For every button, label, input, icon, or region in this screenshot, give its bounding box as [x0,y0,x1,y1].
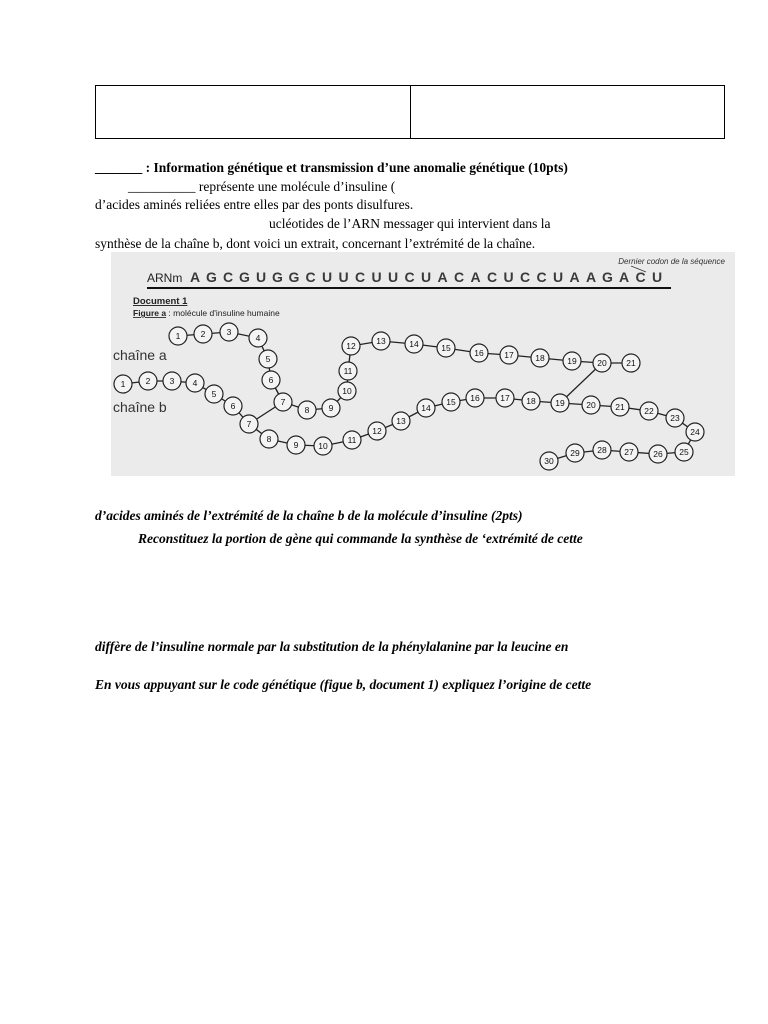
chain-b-residue [675,443,693,461]
question-3: diffère de l’insuline normale par la substitution de la phénylalanine par la leucine en [95,639,569,654]
mrna-nucleotide: G [288,269,300,285]
residue-number: 6 [268,375,274,385]
residue-number: 8 [266,434,272,444]
residue-number: 19 [555,398,565,408]
mrna-nucleotide: G [602,269,613,285]
mrna-sequence [190,269,662,285]
chain-b-residue [620,443,638,461]
residue-number: 5 [211,389,217,399]
residue-number: 2 [200,329,206,339]
chain-b-residue [566,444,584,462]
residue-number: 13 [376,336,386,346]
chain-b-label: chaîne b [113,399,167,415]
residue-number: 3 [169,376,175,386]
chain-a-residue [259,350,277,368]
chain-b-residue [686,423,704,441]
residue-number: 22 [644,406,654,416]
figure-a-caption [133,308,280,318]
residue-number: 19 [567,356,577,366]
residue-number: 4 [192,378,198,388]
residue-number: 1 [120,379,126,389]
mrna-nucleotide: U [552,269,564,285]
chain-a-residue [405,335,423,353]
mrna-nucleotide: G [272,269,283,285]
chain-b-residue [640,402,658,420]
chain-a-residue [593,354,611,372]
mrna-nucleotide: G [239,269,250,285]
chain-b-residue [540,452,558,470]
chain-a-residue [338,382,356,400]
exercise-title [95,160,568,176]
chain-a-residue [169,327,187,345]
chain-a-residue [262,371,280,389]
mrna-nucleotide: C [404,269,415,285]
residue-number: 2 [145,376,151,386]
mrna-nucleotide: C [222,269,234,285]
residue-number: 10 [318,441,328,451]
mrna-nucleotide: U [321,269,333,285]
chain-b-residue [343,431,361,449]
mrna-nucleotide: U [387,269,399,285]
residue-number: 11 [347,435,357,445]
chain-b-residue [224,397,242,415]
chain-b-residue [139,372,157,390]
chain-b-residue [466,389,484,407]
mrna-nucleotide: G [206,269,217,285]
residue-number: 7 [246,419,252,429]
document-1-figure [111,252,735,476]
residue-number: 27 [624,447,634,457]
residue-number: 20 [586,400,596,410]
mrna-nucleotide: C [536,269,547,285]
residue-number: 11 [343,366,353,376]
residue-number: 18 [535,353,545,363]
chain-b-residue [593,441,611,459]
residue-number: 9 [293,440,299,450]
residue-number: 12 [372,426,382,436]
header-cell-left [96,86,410,138]
residue-number: 16 [470,393,480,403]
chain-a-residue [249,329,267,347]
intro-blank: __________ [128,179,196,194]
residue-number: 15 [441,343,451,353]
residue-number: 5 [265,354,271,364]
question-2: Reconstituez la portion de gène qui commande la synthèse de ‘extrémité de cette [138,531,583,546]
mrna-nucleotide: C [519,269,531,285]
chain-b-residue [611,398,629,416]
chain-b-residue [417,399,435,417]
document-label: Document 1 [133,296,188,307]
question-4: En vous appuyant sur le code génétique (figue b, document 1) expliquez l’origine de cette [95,677,592,692]
chain-b-residue [287,436,305,454]
mrna-nucleotide: C [635,269,646,285]
chain-a-residue [342,337,360,355]
chain-b-residue [551,394,569,412]
chain-b-residue [522,392,540,410]
chain-a-residue [322,399,340,417]
residue-number: 21 [626,358,636,368]
residue-number: 17 [504,350,514,360]
chain-a-residue [622,354,640,372]
chain-b [114,372,704,470]
mrna-nucleotide: C [453,269,465,285]
residue-number: 1 [175,331,181,341]
mrna-nucleotide: U [420,269,432,285]
question-1: d’acides aminés de l’extrémité de la chaîne b de la molécule d’insuline (2pts) [95,508,523,523]
mrna-nucleotide: U [338,269,349,285]
chain-b-residue [114,375,132,393]
exercise-number-blank: _______ [95,160,143,175]
last-codon-note: Dernier codon de la séquence [618,257,725,266]
residue-number: 13 [396,416,406,426]
header-table [95,85,725,139]
mrna-nucleotide: C [354,269,366,285]
mrna-label: ARNm [147,271,183,285]
mrna-nucleotide: A [569,269,580,285]
residue-number: 28 [597,445,607,455]
chain-b-residue [649,445,667,463]
residue-number: 3 [226,327,232,337]
mrna-nucleotide: A [585,269,597,285]
chain-b-residue [240,415,258,433]
mrna-nucleotide: U [255,269,267,285]
intro-line-1 [128,179,395,195]
mrna-nucleotide: A [189,269,201,285]
mrna-nucleotide: A [437,269,448,285]
chain-b-residue [205,385,223,403]
residue-number: 9 [328,403,334,413]
header-cell-right [410,86,725,138]
chain-a-residue [339,362,357,380]
residue-number: 20 [597,358,607,368]
intro-line-2: d’acides aminés reliées entre elles par des ponts disulfures. [95,197,414,212]
figure-a-label: Figure a [133,308,167,318]
residue-number: 29 [570,448,580,458]
chain-b-residue [496,389,514,407]
exercise-title-text: : Information génétique et transmission d’une anomalie génétique (10pts) [142,160,568,175]
residue-number: 25 [679,447,689,457]
mrna-nucleotide: A [470,269,481,285]
mrna-nucleotide: C [486,269,498,285]
residue-number: 7 [280,397,286,407]
mrna-nucleotide: U [503,269,514,285]
intro-line-4: synthèse de la chaîne b, dont voici un extrait, concernant l’extrémité de la chaîne. [95,236,536,251]
chain-a-residue [470,344,488,362]
chain-a-residue [298,401,316,419]
residue-number: 17 [500,393,510,403]
chain-a-residue [220,323,238,341]
chain-b-residue [163,372,181,390]
chain-a-residue [274,393,292,411]
intro-text-1: représente une molécule d’insuline ( [195,179,396,194]
residue-number: 26 [653,449,663,459]
chain-b-residue [392,412,410,430]
chain-b-residue [442,393,460,411]
chain-b-residue [666,409,684,427]
residue-number: 6 [230,401,236,411]
mrna-nucleotide: U [371,269,382,285]
mrna-nucleotide: A [618,269,630,285]
residue-number: 12 [346,341,356,351]
residue-number: 15 [446,397,456,407]
chain-a-residue [437,339,455,357]
chain-a-residue [372,332,390,350]
chain-a-label: chaîne a [113,347,167,363]
chain-a-residue [194,325,212,343]
residue-number: 23 [670,413,680,423]
figure-a-caption-text: : molécule d'insuline humaine [166,308,280,318]
chain-a-residue [531,349,549,367]
chain-a-residue [500,346,518,364]
chain-b-residue [368,422,386,440]
chain-b-residue [582,396,600,414]
residue-number: 18 [526,396,536,406]
residue-number: 30 [544,456,554,466]
residue-number: 16 [474,348,484,358]
residue-number: 14 [409,339,419,349]
intro-line-3: ucléotides de l’ARN messager qui intervient dans la [269,216,551,231]
chain-b-residue [186,374,204,392]
chain-b-residue [314,437,332,455]
residue-number: 21 [615,402,625,412]
chain-a-residue [563,352,581,370]
residue-number: 14 [421,403,431,413]
mrna-nucleotide: U [651,269,663,285]
residue-number: 8 [304,405,310,415]
mrna-nucleotide: C [305,269,316,285]
residue-number: 10 [342,386,352,396]
chain-b-residue [260,430,278,448]
residue-number: 24 [690,427,700,437]
residue-number: 4 [255,333,261,343]
